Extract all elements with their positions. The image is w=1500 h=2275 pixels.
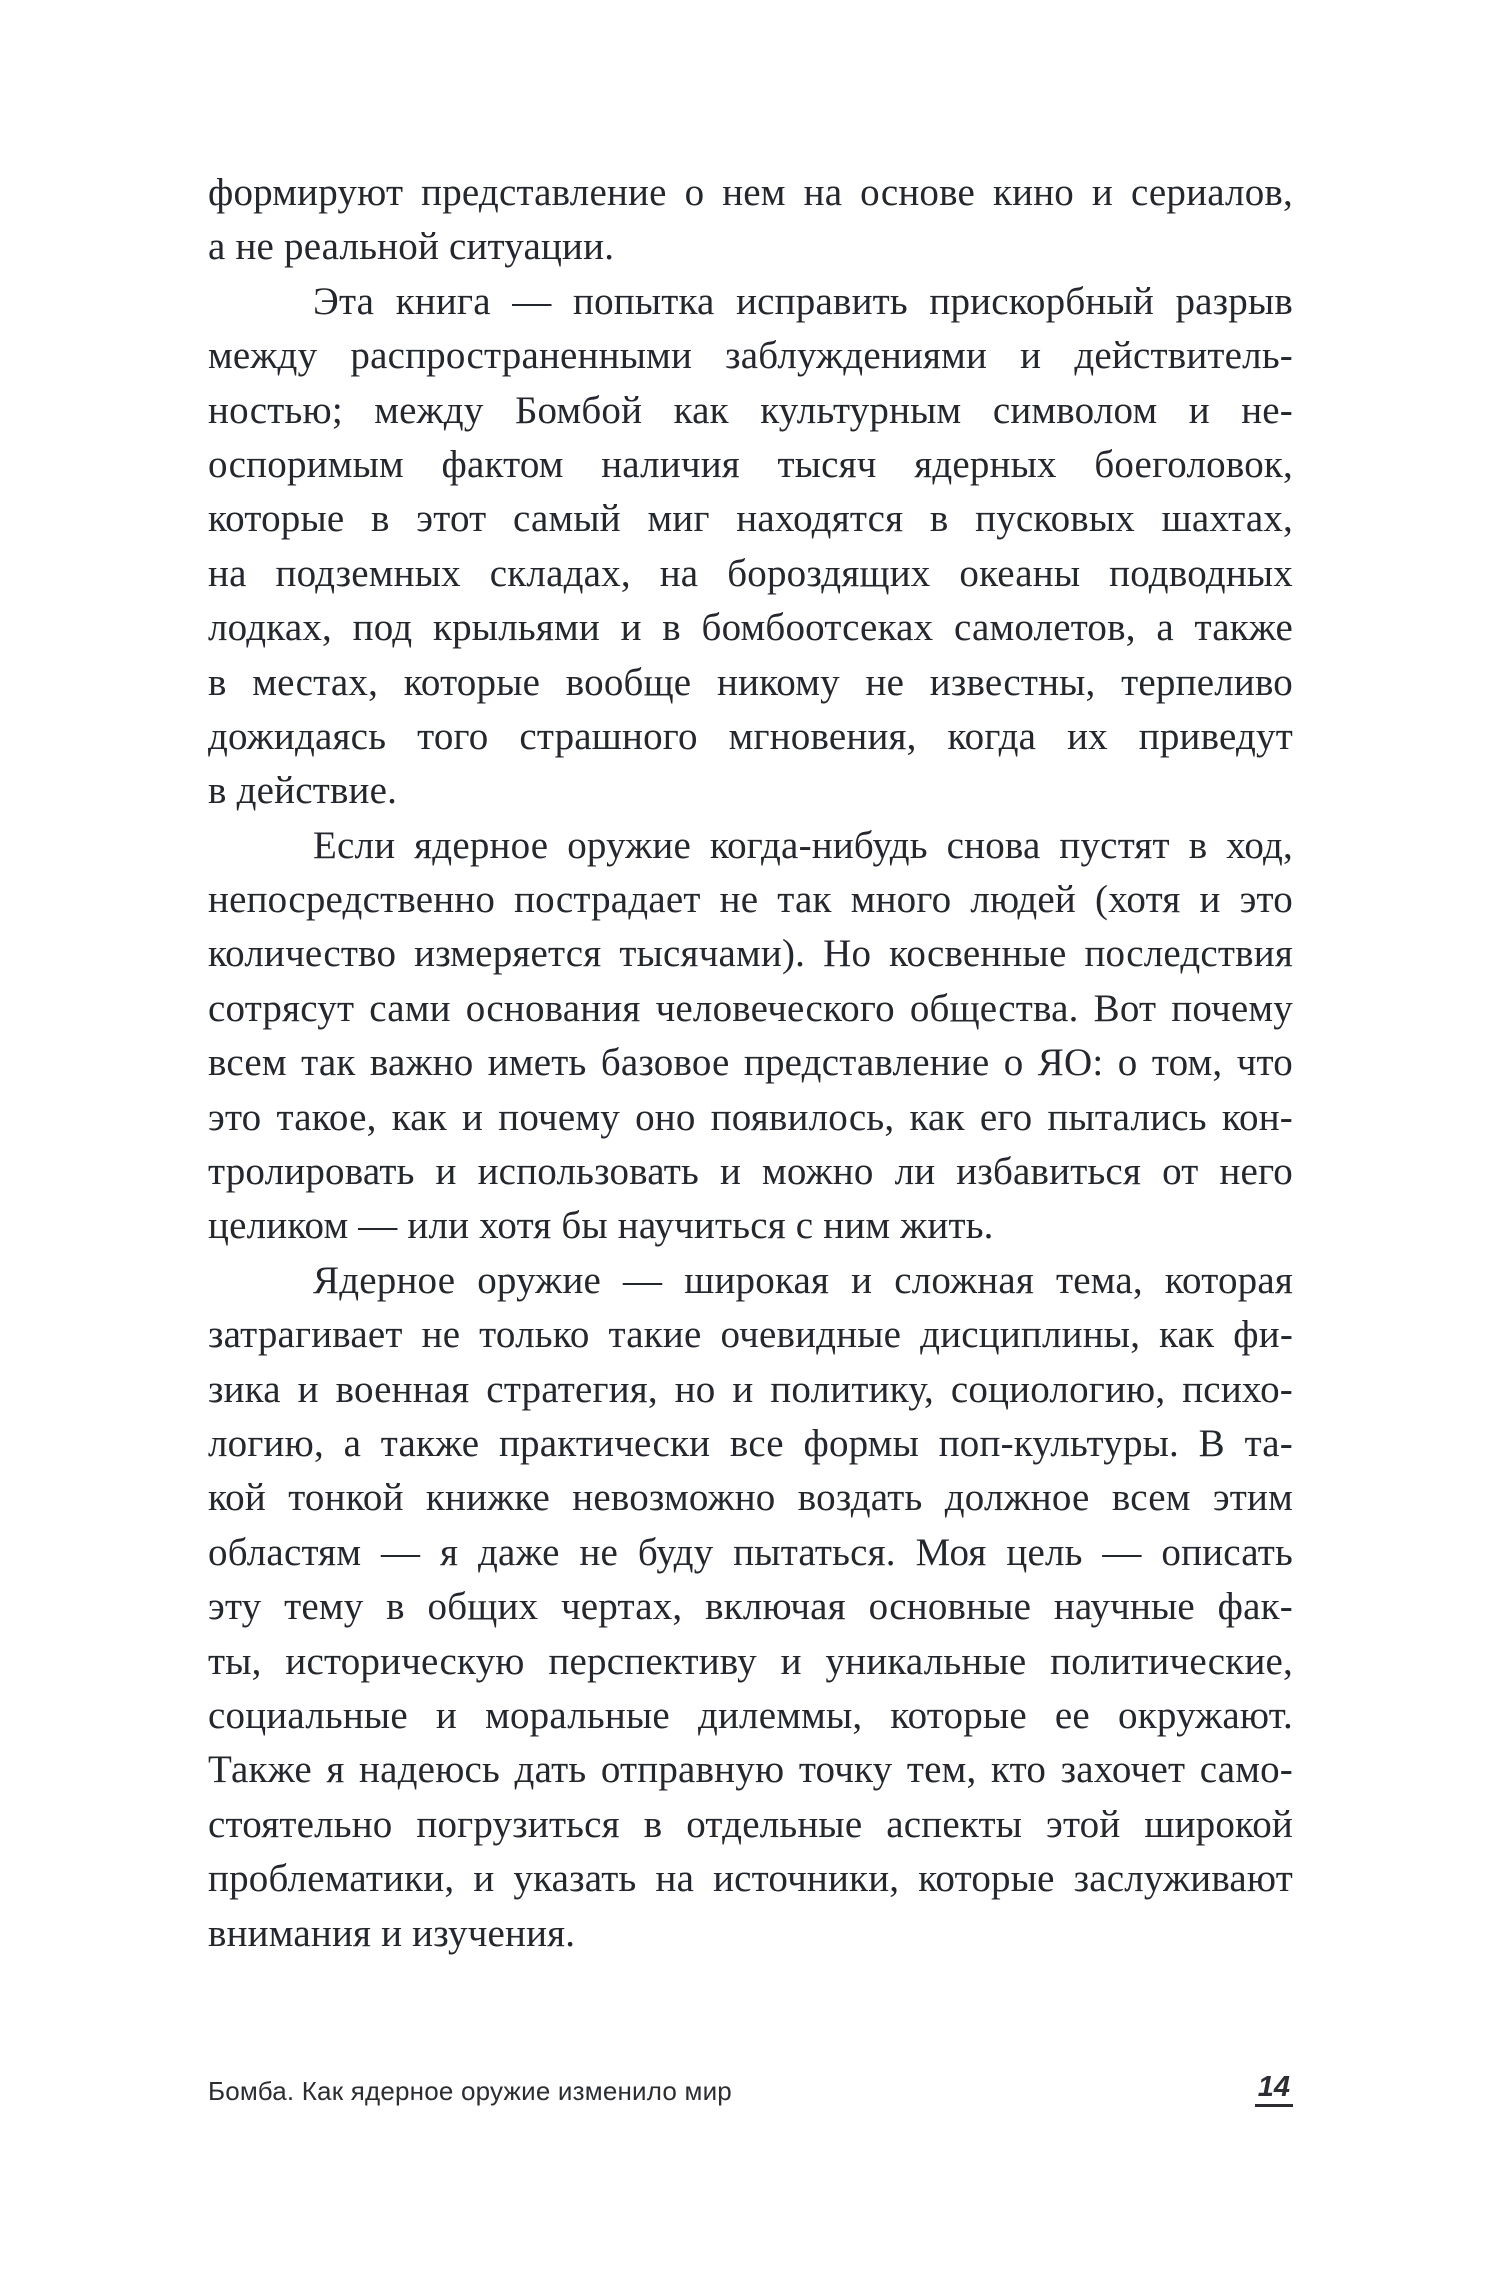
text-line: затрагивает не только такие очевидные дисциплины, как фи-	[208, 1313, 1293, 1357]
footer-page-number: 14	[1255, 2074, 1293, 2107]
text-line: внимания и изучения.	[208, 1911, 576, 1955]
footer-book-title: Бомба. Как ядерное оружие изменило мир	[208, 2076, 732, 2106]
body-text-block	[208, 166, 1293, 1961]
text-line: кой тонкой книжке невозможно воздать должное всем этим	[208, 1476, 1293, 1520]
text-line: проблематики, и указать на источники, которые заслуживают	[208, 1857, 1293, 1901]
text-line: стоятельно погрузиться в отдельные аспекты этой широкой	[208, 1802, 1293, 1846]
text-line: областям — я даже не буду пытаться. Моя цель — описать	[208, 1530, 1293, 1574]
text-line: Также я надеюсь дать отправную точку тем, кто захочет само-	[208, 1748, 1293, 1792]
text-line: сотрясут сами основания человеческого общества. Вот почему	[208, 986, 1293, 1030]
text-line: Ядерное оружие — широкая и сложная тема, которая	[313, 1258, 1293, 1302]
text-line: лодках, под крыльями и в бомбоотсеках самолетов, а также	[208, 606, 1293, 650]
text-line: Эта книга — попытка исправить прискорбный разрыв	[313, 279, 1293, 323]
text-line: целиком — или хотя бы научиться с ним жить.	[208, 1204, 994, 1248]
text-line: логию, а также практически все формы поп-культуры. В та-	[208, 1421, 1293, 1465]
text-line: оспоримым фактом наличия тысяч ядерных боеголовок,	[208, 442, 1293, 486]
text-line: непосредственно пострадает не так много людей (хотя и это	[208, 878, 1293, 922]
text-line: в действие.	[208, 769, 398, 813]
text-line: Если ядерное оружие когда-нибудь снова пустят в ход,	[313, 823, 1293, 867]
text-line: а не реальной ситуации.	[208, 225, 615, 269]
text-line: на подземных складах, на бороздящих океаны подводных	[208, 551, 1293, 595]
text-line: социальные и моральные дилеммы, которые ее окружают.	[208, 1693, 1293, 1737]
text-line: это такое, как и почему оно появилось, как его пытались кон-	[208, 1095, 1293, 1139]
text-line: количество измеряется тысячами). Но косвенные последствия	[208, 932, 1293, 976]
page-footer	[208, 2071, 1293, 2107]
text-line: дожидаясь того страшного мгновения, когда их приведут	[208, 714, 1293, 758]
text-line: между распространенными заблуждениями и действитель-	[208, 334, 1293, 378]
text-line: зика и военная стратегия, но и политику, социологию, психо-	[208, 1367, 1293, 1411]
text-line: всем так важно иметь базовое представление о ЯО: о том, что	[208, 1041, 1293, 1085]
text-line: ностью; между Бомбой как культурным символом и не-	[208, 388, 1293, 432]
text-line: в местах, которые вообще никому не известны, терпеливо	[208, 660, 1293, 704]
text-line: эту тему в общих чертах, включая основные научные фак-	[208, 1585, 1293, 1629]
text-line: которые в этот самый миг находятся в пусковых шахтах,	[208, 497, 1293, 541]
text-line: формируют представление о нем на основе кино и сериалов,	[208, 171, 1293, 214]
text-line: тролировать и использовать и можно ли избавиться от него	[208, 1150, 1293, 1194]
text-line: ты, историческую перспективу и уникальные политические,	[208, 1639, 1293, 1683]
